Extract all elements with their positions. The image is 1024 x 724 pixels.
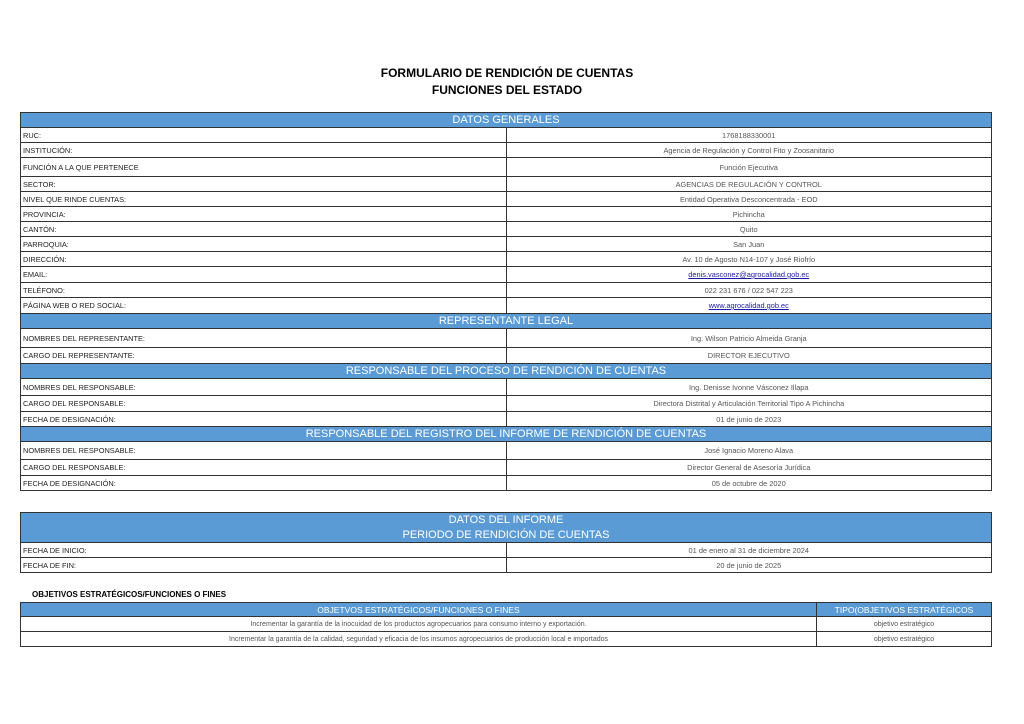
parroquia-label: PARROQUIA: [21,237,507,252]
canton-value: Quito [506,222,992,237]
periodo-heading: PERIODO DE RENDICIÓN DE CUENTAS [21,528,992,543]
responsable-registro-nombre-label: NOMBRES DEL RESPONSABLE: [21,442,507,460]
provincia-value: Pichincha [506,207,992,222]
direccion-label: DIRECCIÓN: [21,252,507,267]
datos-informe-table [20,512,992,573]
tipo-cell: objetivo estratégico [817,632,992,647]
tipo-cell: objetivo estratégico [817,617,992,632]
form-title: FORMULARIO DE RENDICIÓN DE CUENTAS [380,66,634,80]
responsable-proceso-heading: RESPONSABLE DEL PROCESO DE RENDICIÓN DE CUENTAS [21,364,992,379]
responsable-proceso-nombre-label: NOMBRES DEL RESPONSABLE: [21,379,507,396]
direccion-value: Av. 10 de Agosto N14-107 y José Riofrío [506,252,992,267]
ruc-value: 1768188330001 [506,128,992,143]
telefono-value: 022 231 676 / 022 547 223 [506,283,992,298]
institucion-value: Agencia de Regulación y Control Fito y Zoosanitario [506,143,992,158]
responsable-proceso-cargo-label: CARGO DEL RESPONSABLE: [21,396,507,412]
fecha-fin-value: 20 de junio de 2025 [506,558,992,573]
datos-generales-heading: DATOS GENERALES [21,113,992,128]
parroquia-value: San Juan [506,237,992,252]
responsable-registro-cargo-value: Director General de Asesoría Jurídica [506,460,992,476]
institucion-label: INSTITUCIÓN: [21,143,507,158]
telefono-label: TELÉFONO: [21,283,507,298]
fecha-inicio-label: FECHA DE INICIO: [21,543,507,558]
funcion-value: Función Ejecutiva [506,158,992,177]
representante-heading: REPRESENTANTE LEGAL [21,314,992,329]
responsable-registro-fecha-value: 05 de octubre de 2020 [506,476,992,491]
responsable-proceso-cargo-value: Directora Distrital y Articulación Territorial Tipo A Pichincha [506,396,992,412]
canton-label: CANTÓN: [21,222,507,237]
fecha-fin-label: FECHA DE FIN: [21,558,507,573]
representante-cargo-label: CARGO DEL REPRESENTANTE: [21,348,507,364]
responsable-registro-cargo-label: CARGO DEL RESPONSABLE: [21,460,507,476]
email-label: EMAIL: [21,267,507,283]
funcion-label: FUNCIÓN A LA QUE PERTENECE [21,158,507,177]
representante-cargo-value: DIRECTOR EJECUTIVO [506,348,992,364]
objetivos-col-header: OBJETVOS ESTRATÉGICOS/FUNCIONES O FINES [21,603,817,617]
representante-nombre-label: NOMBRES DEL REPRESENTANTE: [21,329,507,348]
nivel-value: Entidad Operativa Desconcentrada - EOD [506,192,992,207]
web-label: PÁGINA WEB O RED SOCIAL: [21,298,507,314]
sector-value: AGENCIAS DE REGULACIÓN Y CONTROL [506,177,992,192]
objetivos-section-title: OBJETIVOS ESTRATÉGICOS/FUNCIONES O FINES [32,590,227,599]
responsable-registro-nombre-value: José Ignacio Moreno Alava [506,442,992,460]
nivel-label: NIVEL QUE RINDE CUENTAS: [21,192,507,207]
form-subtitle: FUNCIONES DEL ESTADO [431,83,583,97]
objetivos-table [20,602,992,647]
datos-generales-table [20,112,992,491]
ruc-label: RUC: [21,128,507,143]
sector-label: SECTOR: [21,177,507,192]
responsable-registro-fecha-label: FECHA DE DESIGNACIÓN: [21,476,507,491]
web-link[interactable]: www.agrocalidad.gob.ec [708,301,789,310]
responsable-registro-heading: RESPONSABLE DEL REGISTRO DEL INFORME DE RENDICIÓN DE CUENTAS [21,427,992,442]
tipo-col-header: TIPO(OBJETIVOS ESTRATÉGICOS [817,603,992,617]
responsable-proceso-fecha-value: 01 de junio de 2023 [506,412,992,427]
provincia-label: PROVINCIA: [21,207,507,222]
objetivo-cell: Incrementar la garantía de la calidad, seguridad y eficacia de los insumos agropecuarios de producción local e importados [21,632,817,647]
fecha-inicio-value: 01 de enero al 31 de diciembre 2024 [506,543,992,558]
responsable-proceso-fecha-label: FECHA DE DESIGNACIÓN: [21,412,507,427]
objetivo-cell: Incrementar la garantía de la inocuidad de los productos agropecuarios para consumo interno y exportación. [21,617,817,632]
representante-nombre-value: Ing. Wilson Patricio Almeida Granja [506,329,992,348]
email-link[interactable]: denis.vasconez@agrocalidad.gob.ec [688,270,810,279]
responsable-proceso-nombre-value: Ing. Denisse Ivonne Vásconez Illapa [506,379,992,396]
datos-informe-heading: DATOS DEL INFORME [21,513,992,528]
